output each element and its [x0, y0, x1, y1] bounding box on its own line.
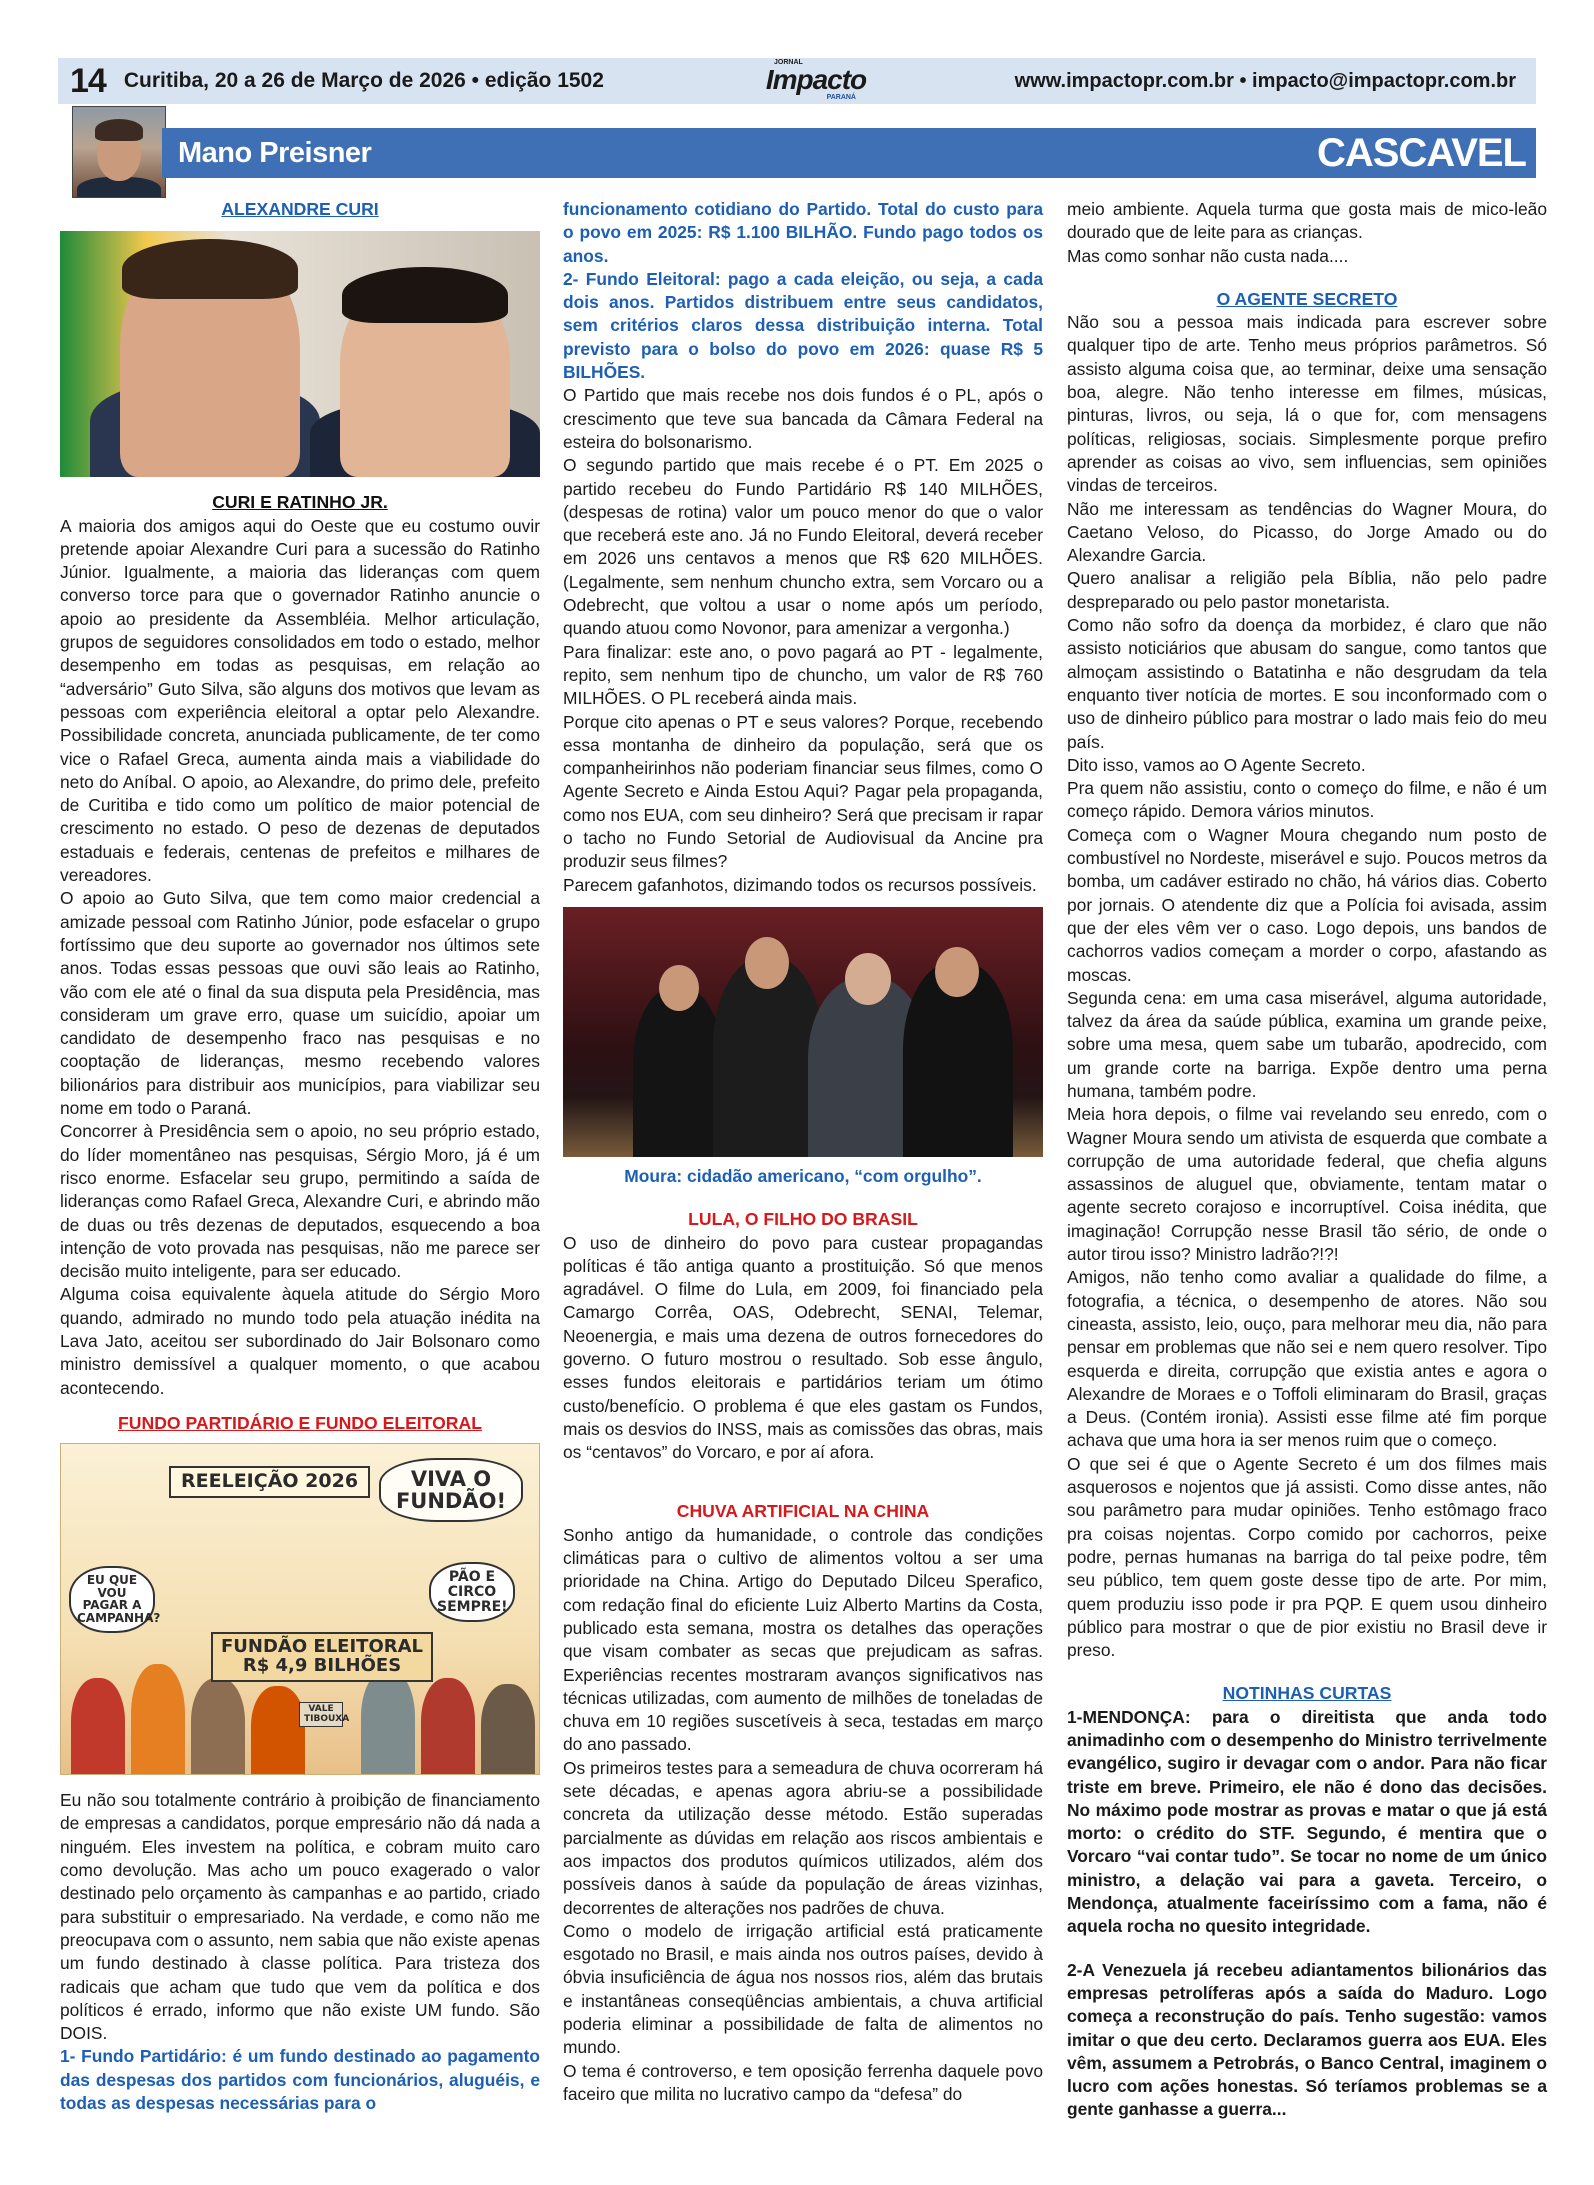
columnist-name: Mano Preisner [178, 136, 372, 169]
cartoon-fund-line-2: R$ 4,9 BILHÕES [242, 1655, 402, 1677]
column-2 [563, 198, 1043, 2106]
note-mendonca: 1-MENDONÇA: para o direitista que anda todo animadinho com o desempenho do Ministro terrivelmente evangélico, sugiro ir devagar com o andor. Para não ficar triste em breve. Primeiro, ele não é dono das decisões. No máximo pode mostrar as provas e matar o que já está morto: o crédito do STF. Segundo, é mentira que o Vorcaro “vai contar tudo”. Se tocar no nome de um único ministro, a delação vai para a gaveta. Terceiro, o Mendonça, atualmente faceiríssimo com a fama, não é aquela rocha no quesito integridade. [1067, 1706, 1547, 1937]
paragraph: Não sou a pessoa mais indicada para escrever sobre qualquer tipo de arte. Tenho meus próprios parâmetros. Só assisto alguma coisa que, ao terminar, deixe uma sensação boa, alegre. Não tenho interesse em filmes, músicas, pinturas, livros, ou seja, lá o que for, com mensagens políticas, religiosas, sociais. Simplesmente porque prefiro aprender as coisas ao vivo, sem influencias, sem opiniões vindas de terceiros. [1067, 312, 1547, 496]
paragraph: Começa com o Wagner Moura chegando num posto de combustível no Nordeste, miserável e sujo. Poucos metros da bomba, um cadáver estirado no chão, há vários dias. Coberto por jornais. O atendente diz que a Polícia foi avisada, assim que der eles vêm ver o caso. Logo depois, uns bandos de cachorros vadios começam a morder o corpo, afastando as moscas. [1067, 824, 1547, 985]
photo-curi-ratinho [60, 231, 540, 477]
newspaper-logo [736, 60, 896, 100]
heading-alexandre-curi: ALEXANDRE CURI [221, 199, 379, 219]
paragraph-continued: meio ambiente. Aquela turma que gosta mais de mico-leão dourado que de leite para as crianças. [1067, 199, 1547, 243]
paragraph: Amigos, não tenho como avaliar a qualidade do filme, a fotografia, a técnica, o desempenho de atores. Não sou cineasta, assisto, leio, ouço, para melhorar meu dia, não para pensar em problemas que não sei e nem quero resolver. Tipo esquerda e direita, corrupção que existia antes e agora o Alexandre de Moraes e o Toffoli eliminaram do Brasil, graças a Deus. (Contém ironia). Assisti esse filme até fim porque achava que uma hora ia ser menos ruim que o começo. [1067, 1267, 1547, 1451]
logo-small-text: JORNAL [774, 59, 803, 66]
paragraph: A maioria dos amigos aqui do Oeste que eu costumo ouvir pretende apoiar Alexandre Curi para a sucessão do Ratinho Júnior. Igualmente, a maioria das lideranças com quem converso torce para que o governador Ratinho anuncie o apoio ao presidente da Assembléia. Melhor articulação, grupos de seguidores consolidados em todo o estado, melhor desempenho em todas as pesquisas, em relação ao “adversário” Guto Silva, são alguns dos motivos que levam as pessoas com experiência eleitoral a optar pelo Alexandre. Possibilidade concreta, anunciada publicamente, de ter como vice o Rafael Greca, aumenta ainda mais a viabilidade do neto do Aníbal. O apoio, ao Alexandre, do primo dele, prefeito de Curitiba e tido como um político de maior potencial de crescimento no estado. O peso de dezenas de deputados estaduais e federais, centenas de prefeitos e milhares de vereadores. [60, 515, 540, 886]
column-1 [60, 198, 540, 2115]
heading-curi-ratinho: CURI E RATINHO JR. [212, 492, 388, 513]
cartoon-fundao [60, 1443, 540, 1775]
cartoon-fund-label [211, 1632, 433, 1682]
page-number: 14 [70, 61, 106, 100]
paragraph: O segundo partido que mais recebe é o PT. Em 2025 o partido recebeu do Fundo Partidário R$ 140 MILHÕES, (despesas de rotina) valor um pouco menor do que o valor que receberá este ano. Já no Fundo Eleitoral, deverá receber em 2026 uns centavos a menos que R$ 620 MILHÕES. (Legalmente, sem nenhum chuncho extra, sem Vorcaro ou a Odebrecht, que voltou a usar o nome após um período, quando atuou como Novonor, para amenizar a vergonha.) [563, 455, 1043, 639]
heading-fundo-partidario: FUNDO PARTIDÁRIO E FUNDO ELEITORAL [118, 1412, 482, 1433]
paragraph: Como o modelo de irrigação artificial está praticamente esgotado no Brasil, e mais ainda nos outros países, devido à óbvia insuficiência de água nos nossos rios, além das brutais e instantâneas conseqüências ambientais, a chuva artificial poderia eliminar a possibilidade de falta de alimentos no mundo. [563, 1920, 1043, 2058]
heading-chuva-artificial: CHUVA ARTIFICIAL NA CHINA [676, 1501, 930, 1522]
paragraph: Meia hora depois, o filme vai revelando seu enredo, com o Wagner Moura sendo um ativista de esquerda que combate a corrupção de uma autoridade federal, que chefia alguns assassinos de aluguel que, obviamente, tentam matar o agente secreto corajoso e incorruptível. Coisa inédita, que imaginação! Corrupção nesse Brasil tão sério, de onde o autor tirou isso? Ministro ladrão?!?! [1067, 1104, 1547, 1265]
cartoon-vale-label: VALE TIBOUXA [299, 1702, 343, 1727]
cartoon-fund-line-1: FUNDÃO ELEITORAL [221, 1636, 424, 1658]
paragraph: Quero analisar a religião pela Bíblia, não pelo padre despreparado ou pelo pastor monetarista. [1067, 568, 1547, 612]
paragraph-continued: funcionamento cotidiano do Partido. Total do custo para o povo em 2025: R$ 1.100 BILHÃO. Fundo pago todos os anos. [563, 199, 1043, 266]
photo-moura-lula [563, 907, 1043, 1157]
paragraph: Sonho antigo da humanidade, o controle das condições climáticas para o cultivo de alimentos voltou a ser uma prioridade na China. Artigo do Deputado Dilceu Sperafico, com redação final do eficiente Luiz Alberto Martins da Costa, publicado esta semana, mostra os detalhes das operações que visam combater as secas que prejudicam as safras. Experiências recentes mostraram avanços significativos nas técnicas utilizadas, com aumento de milhões de toneladas de chuva em 10 regiões suscetíveis à seca, testadas em março do ano passado. [563, 1524, 1043, 1755]
logo-sub-text: PARANÁ [826, 94, 856, 101]
heading-notinhas-curtas: NOTINHAS CURTAS [1222, 1683, 1392, 1704]
paragraph-fundo-partidario: 1- Fundo Partidário: é um fundo destinado ao pagamento das despesas dos partidos com funcionários, aluguéis, e todas as despesas necessárias para o [60, 2046, 540, 2114]
logo-main-text: Impacto [765, 64, 867, 95]
paragraph: Para finalizar: este ano, o povo pagará ao PT - legalmente, repito, sem nenhum tipo de chuncho, um valor de R$ 760 MILHÕES. O PL receberá ainda mais. [563, 641, 1043, 709]
paragraph: Concorrer à Presidência sem o apoio, no seu próprio estado, do líder momentâneo nas pesquisas, Sérgio Moro, já é um risco enorme. Esfacelar seu grupo, permitindo a saída de lideranças como Rafael Greca, Alexandre Curi, e abrindo mão de duas ou três dezenas de deputados, esquecendo a boa intenção de voto provada nas pesquisas, não me parece ser decisão muito inteligente, para ser educado. [60, 1121, 540, 1282]
paragraph: Não me interessam as tendências do Wagner Moura, do Caetano Veloso, do Picasso, do Jorge Amado ou do Alexandre Garcia. [1067, 498, 1547, 566]
paragraph: O apoio ao Guto Silva, que tem como maior credencial a amizade pessoal com Ratinho Júnior, pode esfacelar o grupo fortíssimo que deu suporte ao governador nos últimos sete anos. Todas essas pessoas que ouvi são leais ao Ratinho, vão com ele até o final da sua disputa pela Presidência, mas consideram um grave erro, quase um suicídio, apoiar um candidato de desempenho fraco nas pesquisas e no cooptação de lideranças, mesmo recebendo valores bilionários para distribuir aos municípios, para viabilizar seu nome em todo o Paraná. [60, 888, 540, 1119]
section-title: CASCAVEL [1316, 130, 1526, 175]
paragraph: Porque cito apenas o PT e seus valores? Porque, recebendo essa montanha de dinheiro da população, será que os companheirinhos não poderiam financiar seus filmes, como O Agente Secreto e Ainda Estou Aqui? Pagar pela propaganda, como nos EUA, com seu dinheiro? Será que precisam ir rapar o tacho no Fundo Setorial de Audiovisual da Ancine pra produzir seus filmes? [563, 711, 1043, 872]
paragraph: O que sei é que o Agente Secreto é um dos filmes mais asquerosos e nojentos que já assisti. Como disse antes, não sou parâmetro para mudar opiniões. Tenho estômago fraco pra coisas nojentas. Corpo comido por cachorros, peixe podre, pernas humanas na barriga do tal peixe podre, têm seu público, tem quem goste desse tipo de arte. Por mim, quem produziu isso pode ir pra PQP. E quem usou dinheiro público para mostrar o que de pior existiu no Brasil deve ir preso. [1067, 1453, 1547, 1661]
column-3 [1067, 198, 1547, 2122]
paragraph: Eu não sou totalmente contrário à proibição de financiamento de empresas a candidatos, porque empresário não dá nada a ninguém. Eles investem na política, e cobram muito caro como devolução. Mas acho um pouco exagerado o valor destinado pelo orçamento às campanhas e ao partido, criado para substituir o empresariado. Na verdade, e como não me preocupava com o assunto, nem sabia que não existe apenas um fundo destinado à classe política. Para tristeza dos radicais que acham que tudo que vem da política e dos políticos é errado, informo que não existe UM fundo. São DOIS. [60, 1790, 540, 2044]
paragraph: Alguma coisa equivalente àquela atitude do Sérgio Moro quando, admirado no mundo todo pela atuação inédita na Lava Jato, aceitou ser subordinado do Jair Bolsonaro como ministro demissível a qualquer momento, o que acabou acontecendo. [60, 1284, 540, 1398]
dateline: Curitiba, 20 a 26 de Março de 2026 • edição 1502 [123, 69, 604, 92]
cartoon-bubble-eu: EU QUE VOU PAGAR A CAMPANHA? [69, 1566, 155, 1632]
paragraph-fundo-eleitoral: 2- Fundo Eleitoral: pago a cada eleição, ou seja, a cada dois anos. Partidos distribuem entre seus candidatos, sem critérios claros dessa distribuição interna. Total previsto para o bolso do povo em 2026: quase R$ 5 BILHÕES. [563, 268, 1043, 383]
paragraph: Os primeiros testes para a semeadura de chuva ocorreram há sete décadas, e apenas agora abriu-se a possibilidade concreta da utilização desse método. Estão superadas parcialmente as dúvidas em relação aos riscos ambientais e aos impactos dos produtos químicos utilizados, além dos possíveis danos à saúde da população de áreas vizinhas, decorrentes de alterações nos padrões de chuva. [563, 1757, 1043, 1918]
page-header [58, 58, 1536, 104]
cartoon-bubble-pao: PÃO E CIRCO SEMPRE! [429, 1562, 515, 1622]
column-banner [162, 128, 1536, 178]
paragraph: O Partido que mais recebe nos dois fundos é o PL, após o crescimento que teve sua bancada da Câmara Federal na esteira do bolsonarismo. [563, 385, 1043, 452]
paragraph: Segunda cena: em uma casa miserável, alguma autoridade, talvez da área da saúde pública, examina um grande peixe, sobre uma mesa, quem sabe um tubarão, apodrecido, com um grande corte na barriga. Expõe dentro uma perna humana, também podre. [1067, 987, 1547, 1101]
paragraph: Como não sofro da doença da morbidez, é claro que não assisto noticiários que abusam do sangue, como tantos que almoçam assistindo o Batatinha e não desgrudam da tela enquanto tiver notícia de mortes. E sou inconformado com o uso de dinheiro público para mostrar o lado mais feio do meu país. [1067, 615, 1547, 752]
columnist-photo [72, 106, 166, 198]
site-contact[interactable]: www.impactopr.com.br • impacto@impactopr.com.br [1014, 69, 1516, 92]
paragraph: Mas como sonhar não custa nada.... [1067, 245, 1349, 266]
paragraph: Pra quem não assistiu, conto o começo do filme, e não é um começo rápido. Demora vários minutos. [1067, 778, 1547, 822]
paragraph: O tema é controverso, e tem oposição ferrenha daquele povo faceiro que milita no lucrativo campo da “defesa” do [563, 2060, 1043, 2104]
heading-agente-secreto: O AGENTE SECRETO [1216, 288, 1398, 309]
cartoon-sign: REELEIÇÃO 2026 [169, 1466, 370, 1498]
heading-lula-filho: LULA, O FILHO DO BRASIL [688, 1209, 918, 1230]
paragraph: O uso de dinheiro do povo para custear propagandas políticas é tão antiga quanto a prostituição. Só que menos agradável. O filme do Lula, em 2009, foi financiado pela Camargo Corrêa, OAS, Odebrecht, SENAI, Telemar, Neoenergia, e mais uma dezena de outros fornecedores do governo. O futuro mostrou o resultado. Sob esse ângulo, esses fundos eleitorais e partidários teriam um ótimo custo/benefício. O problema é que eles gastam os Fundos, mais os desvios do INSS, mais as comissões das obras, mais os “centavos” do Vorcaro, e por aí afora. [563, 1232, 1043, 1463]
paragraph: Dito isso, vamos ao O Agente Secreto. [1067, 754, 1366, 775]
photo-caption: Moura: cidadão americano, “com orgulho”. [624, 1165, 982, 1186]
paragraph: Parecem gafanhotos, dizimando todos os recursos possíveis. [563, 874, 1037, 895]
note-venezuela: 2-A Venezuela já recebeu adiantamentos bilionários das empresas petrolíferas após a saída do Maduro. Logo começa a reconstrução do país. Tenho sugestão: vamos imitar o que deu certo. Declaramos guerra aos EUA. Eles vêm, assumem a Petrobrás, o Banco Central, imaginem o lucro com ações honestas. Só teríamos problemas se a gente ganhasse a guerra... [1067, 1959, 1547, 2120]
cartoon-bubble-viva: VIVA O FUNDÃO! [379, 1458, 523, 1522]
